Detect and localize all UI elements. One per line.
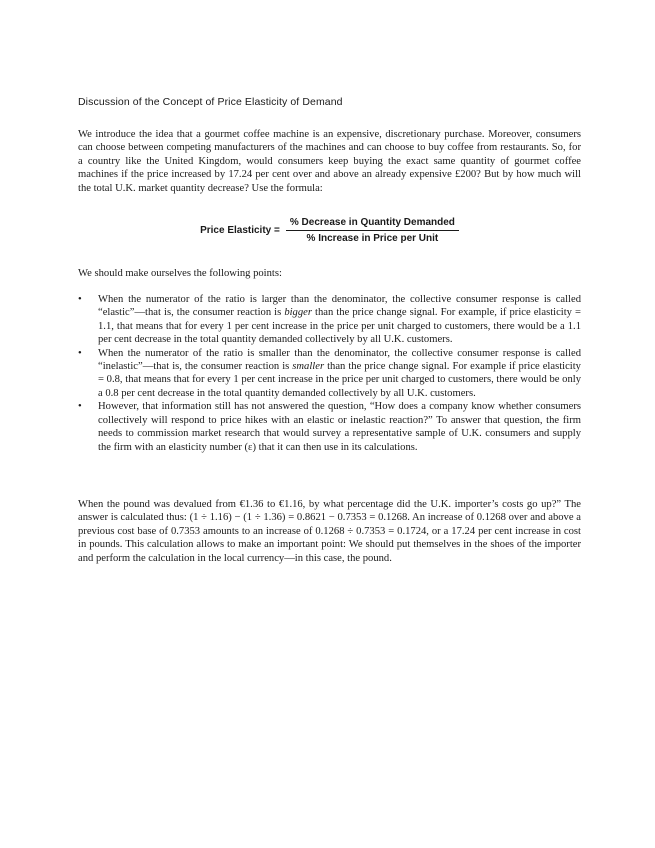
formula-lhs: Price Elasticity = [200, 225, 280, 237]
document-page [78, 96, 581, 565]
bullet-text-after: than the price change signal. For example, if price elasticity = 1.1, that means that for every 1 per cent increase in the price per unit charged to customers, there would be a 1.1 per cent decrease in the total quantity demanded collectively by all U.K. customers. [98, 307, 582, 346]
bullet-text-before: When the numerator of the ratio is smaller than the denominator, the collective consumer response is called “inelastic”—that is, the consumer reaction is [98, 347, 581, 373]
points-intro: We should make ourselves the following points: [78, 268, 282, 280]
closing-section [78, 498, 581, 565]
document-title: Discussion of the Concept of Price Elasticity of Demand [78, 96, 343, 108]
intro-paragraph: We introduce the idea that a gourmet coffee machine is an expensive, discretionary purchase. Moreover, consumers can choose between competing manufacturers of the machines and can choose to buy coffee from restaurants. So, for a country like the United Kingdom, would consumers keep buying the exact same quantity of gourmet coffee machines if the price increased by 17.24 per cent over and above an already expensive £200? But by how much will the total U.K. market quantity decrease? Use the formula: [78, 129, 581, 194]
bullet-item-elastic [78, 293, 581, 347]
bullet-text-after: than the price change signal. For example if price elasticity = 0.8, that means that for every 1 per cent increase in the price per unit charged to customers, there would be only a 0.8 per cent decrease in the total quantity demanded collectively by all U.K. customers. [98, 361, 581, 399]
bullet-list [78, 293, 581, 454]
bullet-icon: • [78, 294, 82, 306]
bullet-icon: • [78, 401, 82, 413]
formula-fraction [286, 217, 459, 244]
bullet-item-market-research [78, 400, 581, 454]
closing-paragraph: When the pound was devalued from €1.36 to €1.16, by what percentage did the U.K. importer’s costs go up?” The answer is calculated thus: (1 ÷ 1.16) − (1 ÷ 1.36) = 0.8621 − 0.7353 = 0.1268. An increase of 0.1268 over and above a previous cost base of 0.7353 amounts to an increase of 0.1268 ÷ 0.7353 = 0.1724, or a 17.24 per cent increase in cost in pounds. This calculation allows to make an important point: We should put themselves in the shoes of the importer and perform the calculation in the local currency—in this case, the pound. [78, 498, 581, 564]
bullet-icon: • [78, 347, 82, 359]
bullet-emphasis: smaller [292, 361, 325, 373]
bullet-text-before: However, that information still has not answered the question, “How does a company know whether consumers collectively will respond to price hikes with an elastic or inelastic reaction?” To answer that question, the firm needs to commission market research that would survey a representative sample of U.K. consumers and supply the firm with an elasticity number (ε) that it can then use in its calculations. [98, 401, 581, 453]
bullet-text-before: When the numerator of the ratio is larger than the denominator, the collective consumer response is called “elastic”—that is, the consumer reaction is [98, 294, 581, 319]
formula-numerator: % Decrease in Quantity Demanded [286, 217, 459, 231]
formula-denominator: % Increase in Price per Unit [306, 233, 439, 245]
elasticity-formula [78, 217, 581, 244]
bullet-emphasis: bigger [284, 307, 312, 319]
bullet-item-inelastic [78, 347, 581, 401]
